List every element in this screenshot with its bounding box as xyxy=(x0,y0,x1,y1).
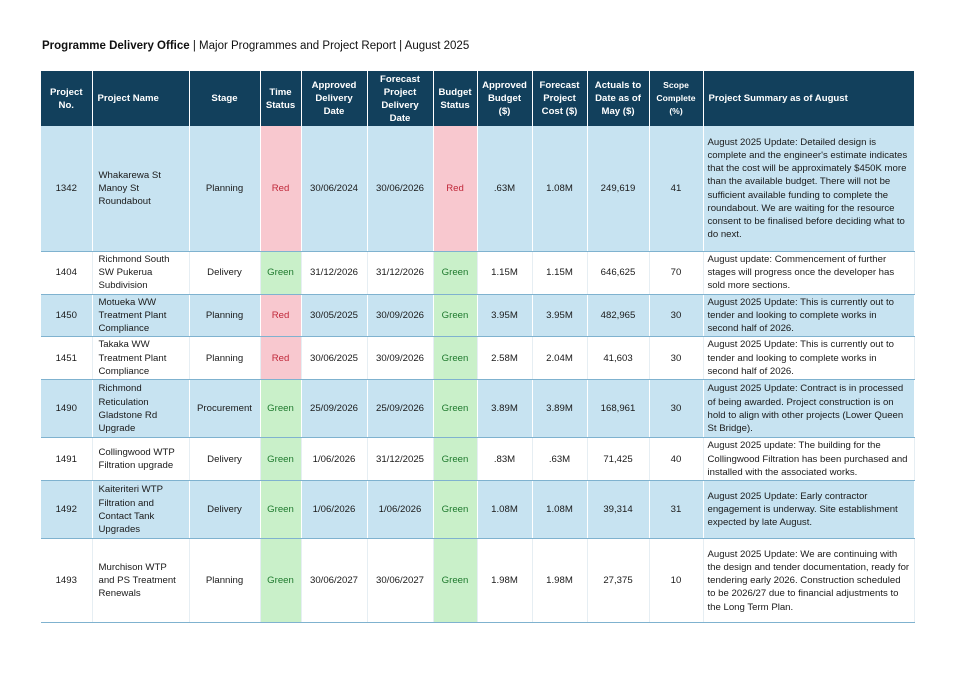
approved-date: 30/06/2024 xyxy=(301,126,367,252)
forecast-cost: 1.08M xyxy=(532,481,587,539)
actuals-to-date: 41,603 xyxy=(587,337,649,380)
time-status-badge: Green xyxy=(260,380,301,438)
col-header-time-status: Time Status xyxy=(260,71,301,126)
table-row xyxy=(41,539,914,623)
project-stage: Delivery xyxy=(189,252,260,295)
project-no: 1451 xyxy=(41,337,92,380)
table-header-row xyxy=(41,71,914,126)
project-summary: August 2025 Update: This is currently out to tender and looking to complete works in second half of 2026. xyxy=(703,294,914,337)
forecast-cost: 1.15M xyxy=(532,252,587,295)
budget-status-badge: Green xyxy=(433,481,477,539)
project-stage: Planning xyxy=(189,337,260,380)
project-no: 1490 xyxy=(41,380,92,438)
project-name: Kaiteriteri WTP Filtration and Contact Tank Upgrades xyxy=(92,481,189,539)
project-name: Motueka WW Treatment Plant Compliance xyxy=(92,294,189,337)
actuals-to-date: 249,619 xyxy=(587,126,649,252)
approved-date: 25/09/2026 xyxy=(301,380,367,438)
col-header-forecast-date: Forecast Project Delivery Date xyxy=(367,71,433,126)
time-status-badge: Green xyxy=(260,252,301,295)
approved-date: 31/12/2026 xyxy=(301,252,367,295)
budget-status-badge: Green xyxy=(433,337,477,380)
approved-date: 30/05/2025 xyxy=(301,294,367,337)
project-name: Takaka WW Treatment Plant Compliance xyxy=(92,337,189,380)
report-subtitle: Major Programmes and Project Report | August 2025 xyxy=(199,40,470,52)
forecast-date: 30/09/2026 xyxy=(367,337,433,380)
budget-status-badge: Red xyxy=(433,126,477,252)
project-summary: August 2025 Update: Contract is in processed of being awarded. Project construction is on hold to align with other projects (Lower Queen St Bridge). xyxy=(703,380,914,438)
actuals-to-date: 27,375 xyxy=(587,539,649,623)
project-summary: August 2025 Update: Early contractor engagement is underway. Site establishment expected by late August. xyxy=(703,481,914,539)
project-summary: August update: Commencement of further stages will progress once the developer has sold more sections. xyxy=(703,252,914,295)
forecast-date: 31/12/2026 xyxy=(367,252,433,295)
time-status-badge: Red xyxy=(260,294,301,337)
budget-status-badge: Green xyxy=(433,539,477,623)
time-status-badge: Red xyxy=(260,337,301,380)
col-header-summary: Project Summary as of August xyxy=(703,71,914,126)
forecast-date: 25/09/2026 xyxy=(367,380,433,438)
table-row xyxy=(41,380,914,438)
time-status-badge: Green xyxy=(260,481,301,539)
col-header-approved-date: Approved Delivery Date xyxy=(301,71,367,126)
col-header-project-no: Project No. xyxy=(41,71,92,126)
project-table xyxy=(41,71,915,623)
project-stage: Delivery xyxy=(189,481,260,539)
table-row xyxy=(41,126,914,252)
project-no: 1493 xyxy=(41,539,92,623)
approved-budget: 3.89M xyxy=(477,380,532,438)
project-name: Richmond South SW Pukerua Subdivision xyxy=(92,252,189,295)
approved-date: 1/06/2026 xyxy=(301,438,367,481)
forecast-cost: 3.89M xyxy=(532,380,587,438)
table-row xyxy=(41,294,914,337)
forecast-cost: 1.08M xyxy=(532,126,587,252)
project-no: 1450 xyxy=(41,294,92,337)
col-header-approved-budget: Approved Budget ($) xyxy=(477,71,532,126)
scope-complete: 30 xyxy=(649,294,703,337)
forecast-date: 31/12/2025 xyxy=(367,438,433,481)
actuals-to-date: 71,425 xyxy=(587,438,649,481)
scope-complete: 31 xyxy=(649,481,703,539)
forecast-cost: 3.95M xyxy=(532,294,587,337)
scope-complete: 30 xyxy=(649,380,703,438)
forecast-date: 30/09/2026 xyxy=(367,294,433,337)
project-stage: Procurement xyxy=(189,380,260,438)
project-name: Richmond Reticulation Gladstone Rd Upgrade xyxy=(92,380,189,438)
table-row xyxy=(41,337,914,380)
table-row xyxy=(41,252,914,295)
report-org: Programme Delivery Office xyxy=(42,40,190,52)
approved-budget: 1.08M xyxy=(477,481,532,539)
approved-budget: 2.58M xyxy=(477,337,532,380)
project-summary: August 2025 Update: We are continuing with the design and tender documentation, ready for tendering early 2026. Construction scheduled to be 2026/27 due to financial adjustments to the Long Term Plan. xyxy=(703,539,914,623)
actuals-to-date: 39,314 xyxy=(587,481,649,539)
time-status-badge: Green xyxy=(260,438,301,481)
project-summary: August 2025 update: The building for the Collingwood Filtration has been purchased and installed with the associated works. xyxy=(703,438,914,481)
approved-date: 30/06/2025 xyxy=(301,337,367,380)
project-no: 1342 xyxy=(41,126,92,252)
forecast-date: 1/06/2026 xyxy=(367,481,433,539)
scope-complete: 40 xyxy=(649,438,703,481)
budget-status-badge: Green xyxy=(433,252,477,295)
approved-budget: .83M xyxy=(477,438,532,481)
approved-budget: .63M xyxy=(477,126,532,252)
forecast-cost: 1.98M xyxy=(532,539,587,623)
col-header-scope: Scope Complete (%) xyxy=(649,71,703,126)
project-stage: Planning xyxy=(189,126,260,252)
forecast-cost: 2.04M xyxy=(532,337,587,380)
scope-complete: 10 xyxy=(649,539,703,623)
budget-status-badge: Green xyxy=(433,438,477,481)
col-header-project-name: Project Name xyxy=(92,71,189,126)
budget-status-badge: Green xyxy=(433,380,477,438)
project-name: Murchison WTP and PS Treatment Renewals xyxy=(92,539,189,623)
actuals-to-date: 646,625 xyxy=(587,252,649,295)
project-stage: Delivery xyxy=(189,438,260,481)
col-header-budget-status: Budget Status xyxy=(433,71,477,126)
budget-status-badge: Green xyxy=(433,294,477,337)
actuals-to-date: 482,965 xyxy=(587,294,649,337)
time-status-badge: Green xyxy=(260,539,301,623)
scope-complete: 30 xyxy=(649,337,703,380)
col-header-forecast-cost: Forecast Project Cost ($) xyxy=(532,71,587,126)
approved-date: 1/06/2026 xyxy=(301,481,367,539)
project-no: 1404 xyxy=(41,252,92,295)
col-header-stage: Stage xyxy=(189,71,260,126)
project-summary: August 2025 Update: Detailed design is complete and the engineer's estimate indicates that the cost will be approximately $450K more than the available budget. There will not be sufficient available funding to complete the roundabout. We are waiting for the resource consent to be finalised before deciding what to do next. xyxy=(703,126,914,252)
project-no: 1492 xyxy=(41,481,92,539)
approved-budget: 1.15M xyxy=(477,252,532,295)
forecast-date: 30/06/2027 xyxy=(367,539,433,623)
col-header-actuals: Actuals to Date as of May ($) xyxy=(587,71,649,126)
scope-complete: 70 xyxy=(649,252,703,295)
table-row xyxy=(41,438,914,481)
project-name: Collingwood WTP Filtration upgrade xyxy=(92,438,189,481)
approved-budget: 3.95M xyxy=(477,294,532,337)
actuals-to-date: 168,961 xyxy=(587,380,649,438)
project-summary: August 2025 Update: This is currently out to tender and looking to complete works in second half of 2026. xyxy=(703,337,914,380)
project-name: Whakarewa St Manoy St Roundabout xyxy=(92,126,189,252)
table-row xyxy=(41,481,914,539)
approved-date: 30/06/2027 xyxy=(301,539,367,623)
project-stage: Planning xyxy=(189,539,260,623)
forecast-cost: .63M xyxy=(532,438,587,481)
project-stage: Planning xyxy=(189,294,260,337)
forecast-date: 30/06/2026 xyxy=(367,126,433,252)
time-status-badge: Red xyxy=(260,126,301,252)
report-title xyxy=(42,40,469,52)
approved-budget: 1.98M xyxy=(477,539,532,623)
project-no: 1491 xyxy=(41,438,92,481)
scope-complete: 41 xyxy=(649,126,703,252)
title-separator: | xyxy=(189,40,200,52)
